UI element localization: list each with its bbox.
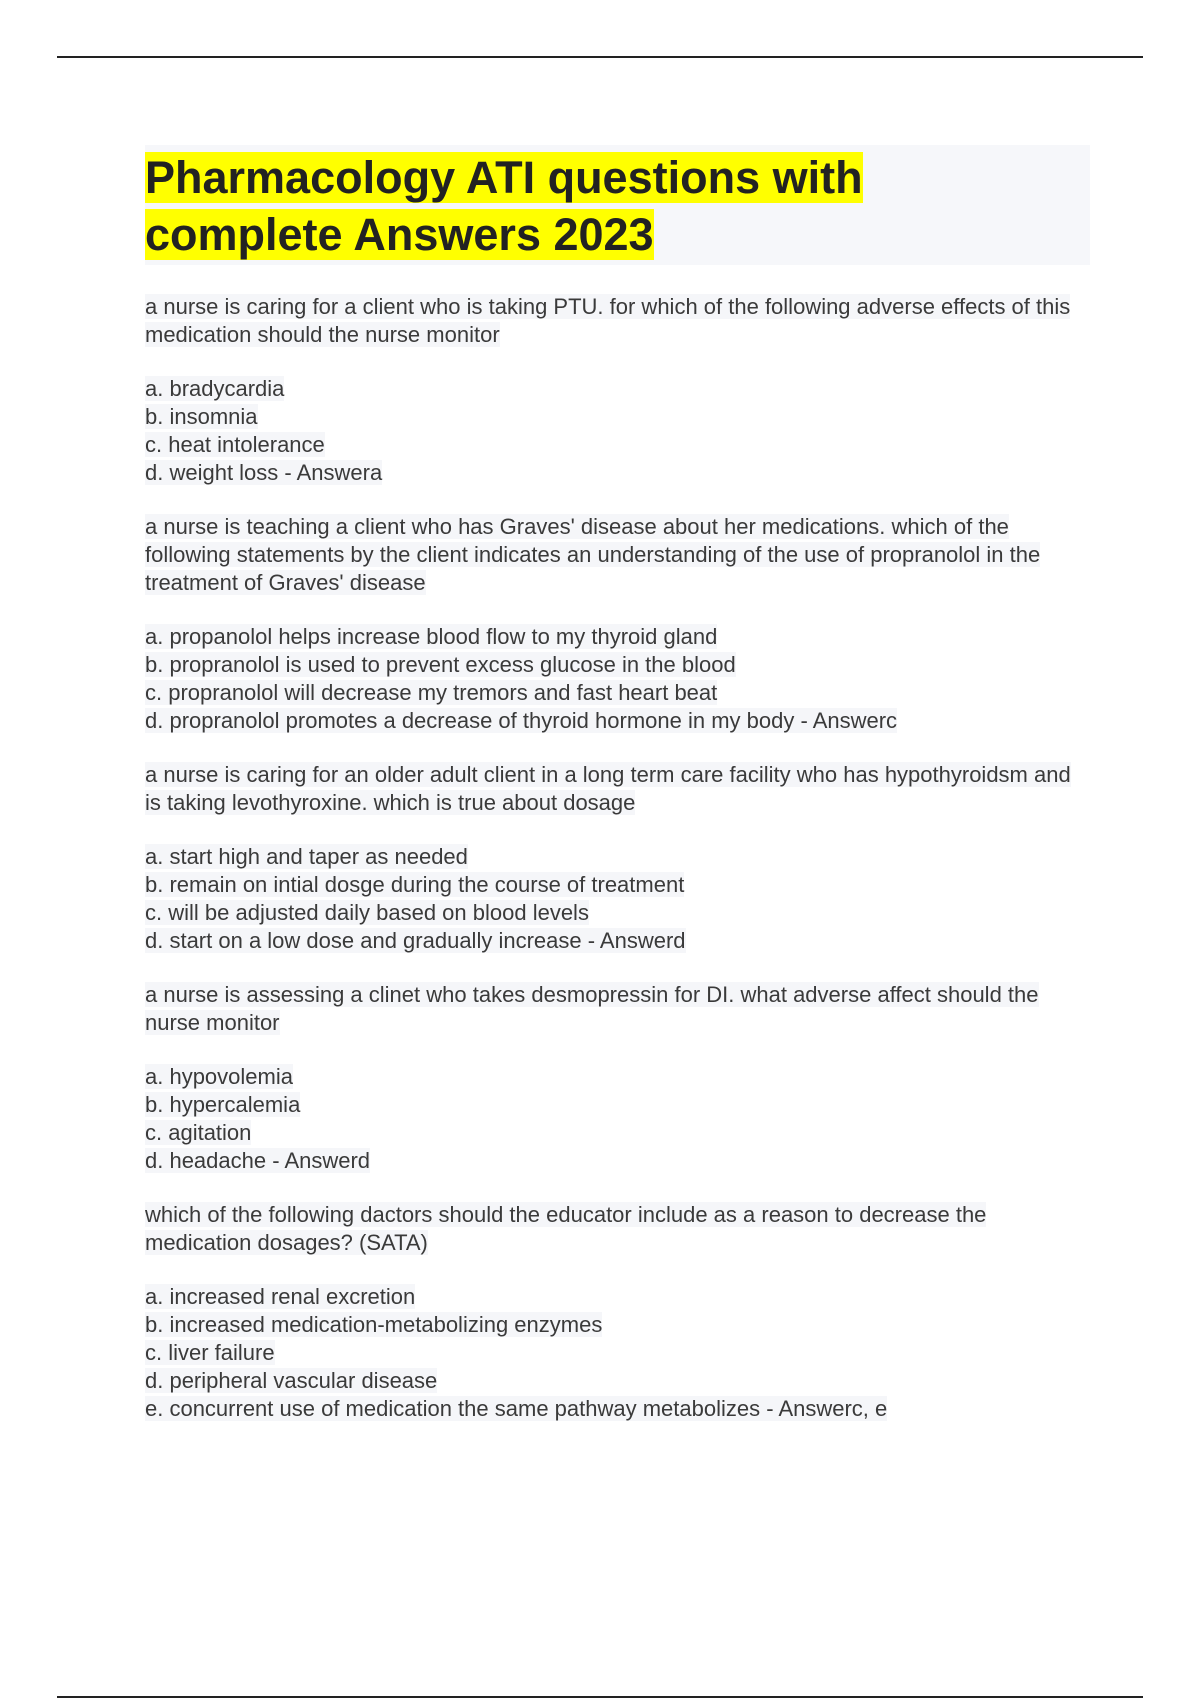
document-body [145,145,1090,1449]
title-block [145,145,1090,265]
option-a: a. bradycardia [145,376,285,401]
option-c: c. heat intolerance [145,432,325,457]
option-c: c. liver failure [145,1340,275,1365]
option-b: b. increased medication-metabolizing enzymes [145,1312,603,1337]
option-e: e. concurrent use of medication the same pathway metabolizes - Answerc, e [145,1396,888,1421]
option-d: d. peripheral vascular disease [145,1368,438,1393]
option-b: b. hypercalemia [145,1092,301,1117]
question-text: a nurse is caring for a client who is taking PTU. for which of the following adverse effects of this medication should the nurse monitor [145,294,1071,347]
option-b: b. remain on intial dosge during the course of treatment [145,872,685,897]
question-block-4 [145,981,1090,1175]
question-text: a nurse is caring for an older adult client in a long term care facility who has hypothyroidsm and is taking levothyroxine. which is true about dosage [145,762,1071,815]
header-rule [57,56,1143,58]
answer-options [145,1063,1090,1175]
document-title [145,149,1090,263]
question-block-1 [145,293,1090,487]
question-block-2 [145,513,1090,735]
option-a: a. propanolol helps increase blood flow to my thyroid gland [145,624,718,649]
answer-options [145,843,1090,955]
option-b: b. insomnia [145,404,258,429]
question-block-3 [145,761,1090,955]
question-block-5 [145,1201,1090,1423]
option-c: c. propranolol will decrease my tremors and fast heart beat [145,680,718,705]
option-d: d. weight loss - Answera [145,460,383,485]
question-text: which of the following dactors should the educator include as a reason to decrease the medication dosages? (SATA) [145,1202,987,1255]
option-b: b. propranolol is used to prevent excess glucose in the blood [145,652,736,677]
answer-options [145,1283,1090,1423]
option-d: d. propranolol promotes a decrease of thyroid hormone in my body - Answerc [145,708,898,733]
answer-options [145,623,1090,735]
option-a: a. increased renal excretion [145,1284,416,1309]
question-text: a nurse is assessing a clinet who takes desmopressin for DI. what adverse affect should the nurse monitor [145,982,1039,1035]
question-text: a nurse is teaching a client who has Graves' disease about her medications. which of the following statements by the client indicates an understanding of the use of propranolol in the treatment of Graves' disease [145,514,1041,595]
option-a: a. start high and taper as needed [145,844,468,869]
option-c: c. will be adjusted daily based on blood levels [145,900,589,925]
answer-options [145,375,1090,487]
title-line-2: complete Answers 2023 [145,209,654,260]
footer-rule [57,1696,1143,1698]
option-d: d. headache - Answerd [145,1148,371,1173]
option-c: c. agitation [145,1120,252,1145]
title-line-1: Pharmacology ATI questions with [145,152,863,203]
option-d: d. start on a low dose and gradually increase - Answerd [145,928,686,953]
option-a: a. hypovolemia [145,1064,293,1089]
